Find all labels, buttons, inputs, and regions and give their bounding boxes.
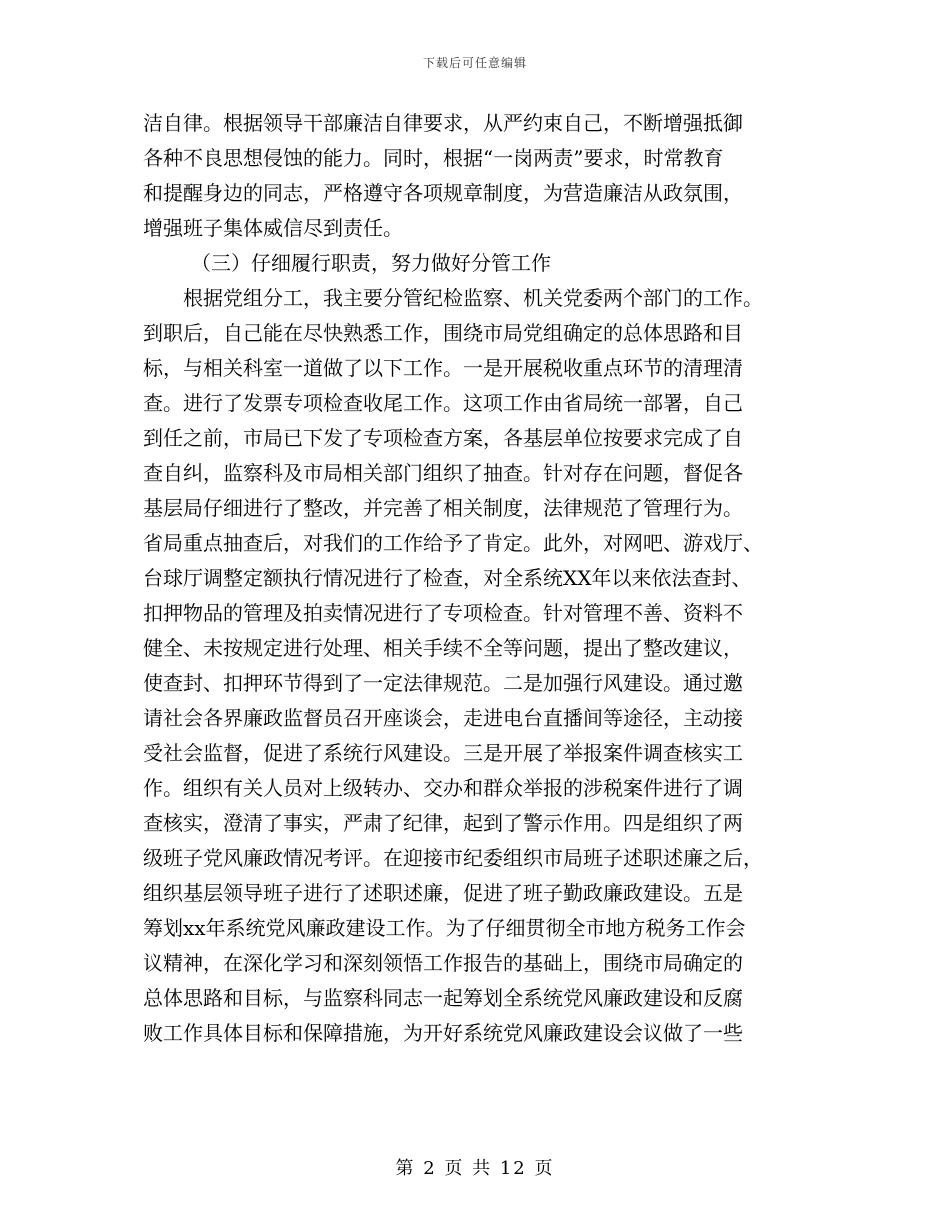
text-line: 受社会监督，促进了系统行风建设。三是开展了举报案件调查核实工 (143, 741, 743, 765)
text-line: 和提醒身边的同志，严格遵守各项规章制度，为营造廉洁从政氛围， (143, 181, 743, 205)
text-line: 基层局仔细进行了整改，并完善了相关制度，法律规范了管理行为。 (143, 496, 743, 520)
page-header: 下载后可任意编辑 (422, 56, 527, 70)
text-line: 作。组织有关人员对上级转办、交办和群众举报的涉税案件进行了调 (143, 776, 743, 800)
document-body (143, 106, 813, 1051)
text-line: 洁自律。根据领导干部廉洁自律要求，从严约束自己，不断增强抵御 (143, 111, 743, 135)
text-line: 级班子党风廉政情况考评。在迎接市纪委组织市局班子述职述廉之后， (143, 846, 763, 870)
text-line: 扣押物品的管理及拍卖情况进行了专项检查。针对管理不善、资料不 (143, 601, 743, 625)
text-line: 筹划xx年系统党风廉政建设工作。为了仔细贯彻全市地方税务工作会 (143, 916, 746, 940)
text-line: 查自纠，监察科及市局相关部门组织了抽查。针对存在问题，督促各 (143, 461, 743, 485)
text-line: 标，与相关科室一道做了以下工作。一是开展税收重点环节的清理清 (143, 356, 743, 380)
text-line: 查。进行了发票专项检查收尾工作。这项工作由省局统一部署，自己 (143, 391, 743, 415)
text-line: 败工作具体目标和保障措施，为开好系统党风廉政建设会议做了一些 (143, 1021, 743, 1045)
text-line: 到职后，自己能在尽快熟悉工作，围绕市局党组确定的总体思路和目 (143, 321, 743, 345)
text-line: 请社会各界廉政监督员召开座谈会，走进电台直播间等途径，主动接 (143, 706, 743, 730)
text-line: 省局重点抽查后，对我们的工作给予了肯定。此外，对网吧、游戏厅、 (143, 531, 763, 555)
text-line: 增强班子集体威信尽到责任。 (143, 216, 403, 240)
text-line: 议精神，在深化学习和深刻领悟工作报告的基础上，围绕市局确定的 (143, 951, 743, 975)
text-line: 健全、未按规定进行处理、相关手续不全等问题，提出了整改建议， (143, 636, 743, 660)
text-line: 各种不良思想侵蚀的能力。同时，根据“一岗两责”要求，时常教育 (143, 146, 724, 170)
text-line: 总体思路和目标，与监察科同志一起筹划全系统党风廉政建设和反腐 (143, 986, 743, 1010)
text-line: 使查封、扣押环节得到了一定法律规范。二是加强行风建设。通过邀 (143, 671, 743, 695)
text-line: 到任之前，市局已下发了专项检查方案，各基层单位按要求完成了自 (143, 426, 743, 450)
text-line: 组织基层领导班子进行了述职述廉，促进了班子勤政廉政建设。五是 (143, 881, 743, 905)
page-number-footer: 第 2 页 共 12 页 (395, 1158, 555, 1179)
text-line: 台球厅调整定额执行情况进行了检查，对全系统XX年以来依法查封、 (143, 566, 752, 590)
paragraph-start-line: 根据党组分工，我主要分管纪检监察、机关党委两个部门的工作。 (183, 286, 763, 310)
text-line: 查核实，澄清了事实，严肃了纪律，起到了警示作用。四是组织了两 (143, 811, 743, 835)
section-heading: （三）仔细履行职责，努力做好分管工作 (191, 251, 551, 275)
